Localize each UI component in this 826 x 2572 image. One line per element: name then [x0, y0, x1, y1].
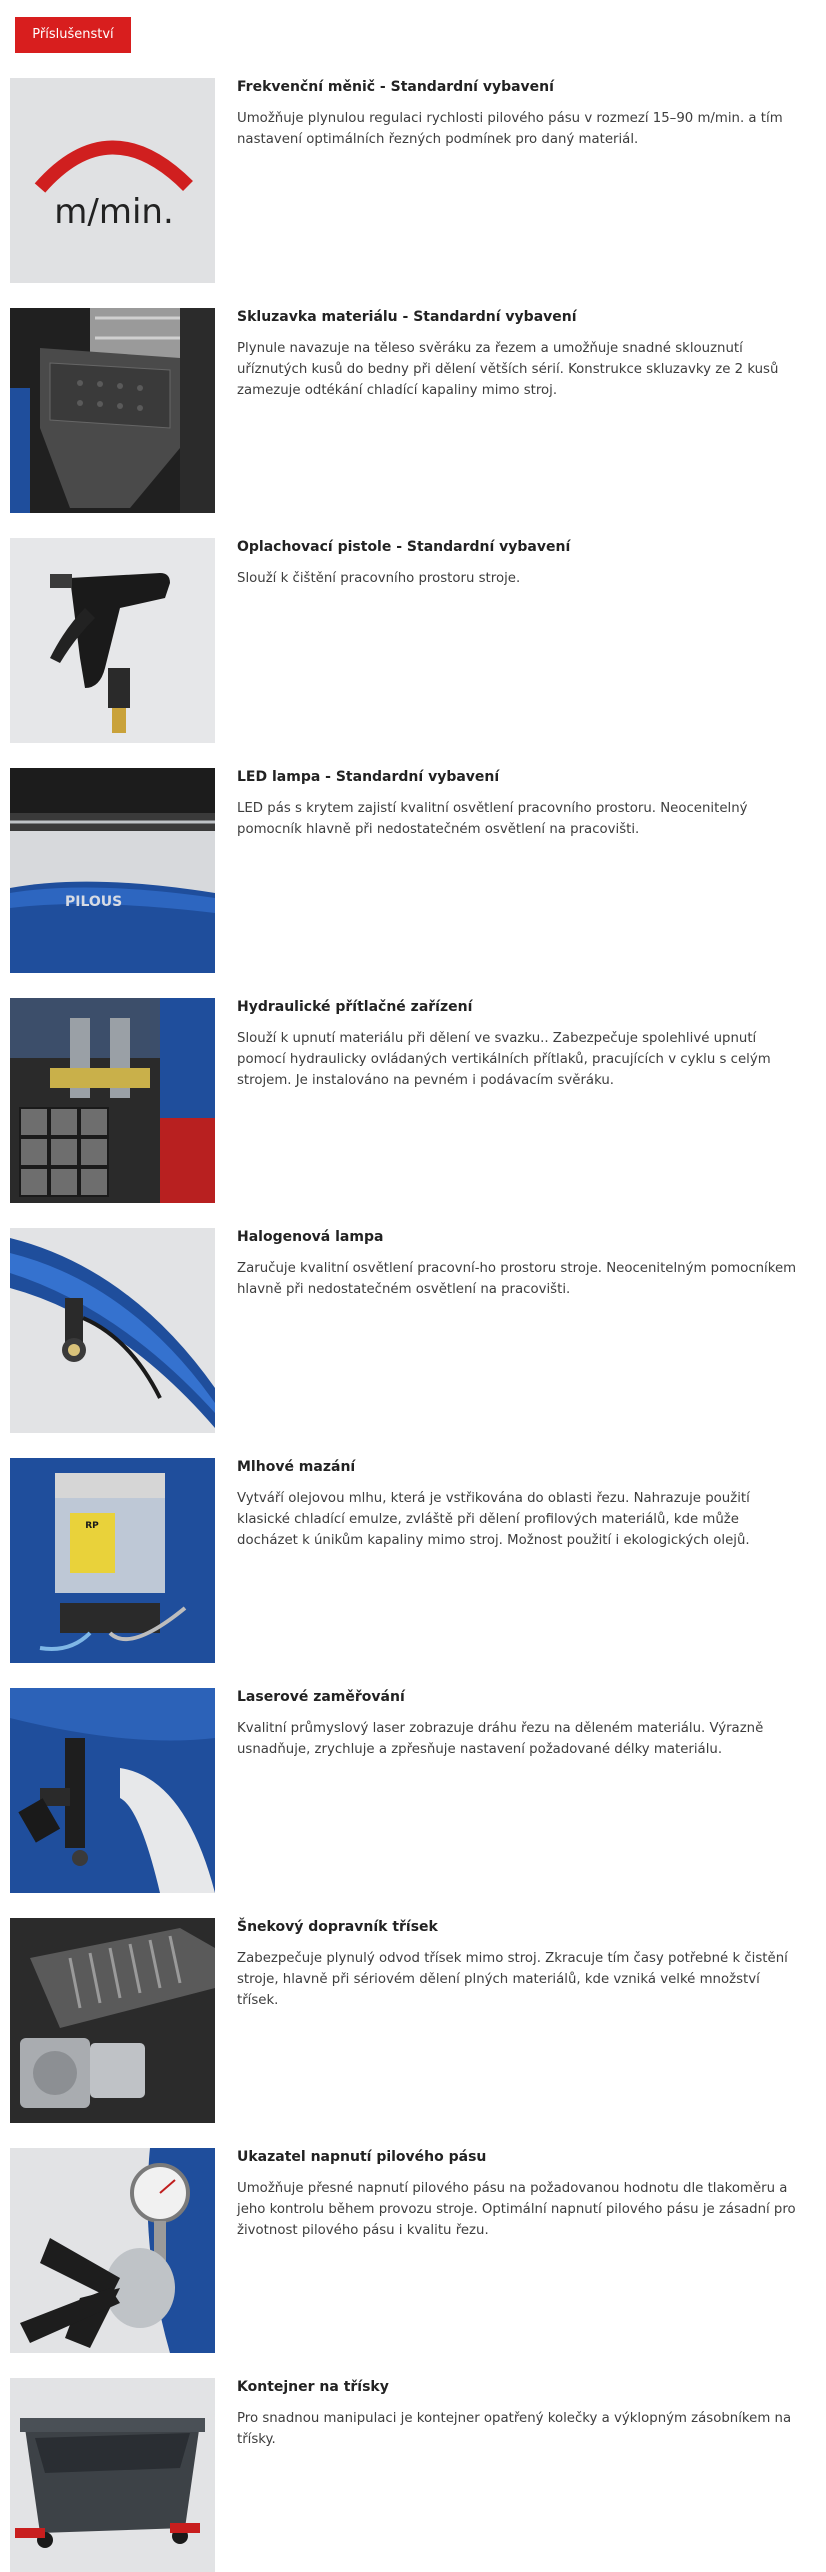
item-image[interactable] — [10, 2378, 215, 2572]
chute-image — [10, 308, 215, 513]
item-description: Zabezpečuje plynulý odvod třísek mimo stroj. Zkracuje tím časy potřebné k čistění stroje, hlavně při sériovém dělení plných materiálů, kde vzniká velké množství třísek. — [237, 1951, 788, 2008]
tab-accessories[interactable]: Příslušenství — [15, 17, 131, 53]
item-image[interactable] — [10, 1228, 215, 1433]
item-title: Skluzavka materiálu - Standardní vybavení — [237, 309, 577, 325]
item-title: Halogenová lampa — [237, 1229, 384, 1245]
item-title: Frekvenční měnič - Standardní vybavení — [237, 79, 554, 95]
item-title: Hydraulické přítlačné zařízení — [237, 999, 473, 1015]
item-image[interactable] — [10, 538, 215, 743]
item-image[interactable] — [10, 1688, 215, 1893]
item-description: Plynule navazuje na těleso svěráku za řezem a umožňuje snadné sklouznutí uříznutých kusů do bedny při dělení větších sérií. Konstrukce skluzavky ze 2 kusů zamezuje odtékání chladící kapaliny mimo stroj. — [237, 341, 779, 398]
speed-unit-text: m/min. — [54, 192, 174, 232]
chip-container-image — [10, 2378, 215, 2572]
item-title: Oplachovací pistole - Standardní vybavení — [237, 539, 571, 555]
item-description: Vytváří olejovou mlhu, která je vstřikována do oblasti řezu. Nahrazuje použití klasické chladící emulze, zvláště při dělení profilových materiálů, kde může docházet k únikům kapaliny mimo stroj. Možnost použití i ekologických olejů. — [237, 1491, 750, 1548]
item-description: Slouží k čištění pracovního prostoru stroje. — [237, 571, 521, 586]
item-description: Zaručuje kvalitní osvětlení pracovní-ho prostoru stroje. Neocenitelným pomocníkem hlavně při nedostatečném osvětlení na pracovišti. — [237, 1261, 797, 1297]
item-title: Šnekový dopravník třísek — [237, 1919, 438, 1935]
mist-lubrication-image — [10, 1458, 215, 1663]
list-item — [10, 1688, 816, 1893]
tension-gauge-image — [10, 2148, 215, 2353]
item-description: Kvalitní průmyslový laser zobrazuje dráhu řezu na děleném materiálu. Výrazně usnadňuje, zrychluje a zpřesňuje nastavení požadované délky materiálu. — [237, 1721, 764, 1757]
list-item — [10, 1458, 816, 1663]
item-description: Pro snadnou manipulaci je kontejner opatřený kolečky a výklopným zásobníkem na třísky. — [237, 2411, 792, 2447]
item-description: Slouží k upnutí materiálu při dělení ve svazku.. Zabezpečuje spolehlivé upnutí pomocí hydraulicky ovládaných vertikálních přítlaků, pracujících v cyklu s celým strojem. Je instalováno na pevném i podávacím svěráku. — [237, 1031, 771, 1088]
item-image[interactable] — [10, 1918, 215, 2123]
list-item — [10, 768, 816, 973]
item-image[interactable] — [10, 2148, 215, 2353]
svg-text:RP: RP — [85, 1521, 99, 1531]
list-item — [10, 2378, 816, 2572]
item-image[interactable] — [10, 308, 215, 513]
chip-conveyor-image — [10, 1918, 215, 2123]
brand-text: PILOUS — [65, 894, 123, 910]
hydraulic-clamp-image — [10, 998, 215, 1203]
item-title: Laserové zaměřování — [237, 1689, 405, 1705]
item-description: Umožňuje přesné napnutí pilového pásu na požadovanou hodnotu dle tlakoměru a jeho kontrolu během provozu stroje. Optimální napnutí pilového pásu je zásadní pro životnost pilového pásu i kvalitu řezu. — [237, 2181, 796, 2238]
item-title: Kontejner na třísky — [237, 2379, 389, 2395]
list-item — [10, 1228, 816, 1433]
speed-gauge-icon — [10, 78, 215, 283]
list-item — [10, 538, 816, 743]
list-item — [10, 308, 816, 513]
item-description: LED pás s krytem zajistí kvalitní osvětlení pracovního prostoru. Neocenitelný pomocník hlavně při nedostatečném osvětlení na pracovišti. — [237, 801, 748, 837]
halogen-lamp-image — [10, 1228, 215, 1433]
laser-image — [10, 1688, 215, 1893]
item-title: Ukazatel napnutí pilového pásu — [237, 2149, 487, 2165]
list-item — [10, 1918, 816, 2123]
item-title: LED lampa - Standardní vybavení — [237, 769, 500, 785]
item-image[interactable] — [10, 1458, 215, 1663]
item-image[interactable] — [10, 78, 215, 283]
item-title: Mlhové mazání — [237, 1459, 356, 1475]
item-image[interactable] — [10, 998, 215, 1203]
list-item — [10, 998, 816, 1203]
led-lamp-image — [10, 768, 215, 973]
list-item — [10, 2148, 816, 2353]
list-item — [10, 78, 816, 283]
item-description: Umožňuje plynulou regulaci rychlosti pilového pásu v rozmezí 15–90 m/min. a tím nastavení optimálních řezných podmínek pro daný materiál. — [237, 111, 783, 147]
spray-gun-image — [10, 538, 215, 743]
item-image[interactable] — [10, 768, 215, 973]
